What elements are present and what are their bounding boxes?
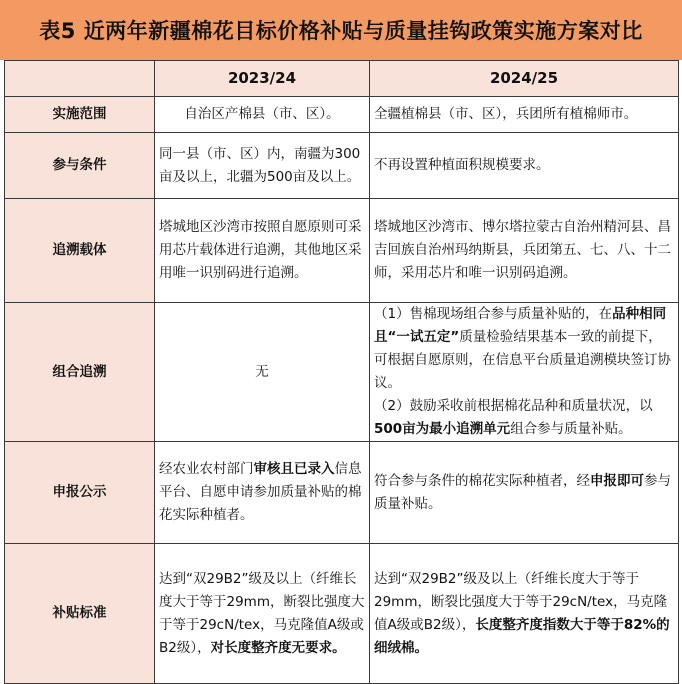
combo-text: （2）鼓励采收前根据棉花品种和质量状况，以 (374, 398, 653, 414)
header-row (5, 61, 679, 97)
announce-emphasis: 审核且已录入 (253, 461, 335, 477)
comparison-table (4, 60, 679, 684)
conditions-2024: 不再设置种植面积规模要求。 (370, 133, 679, 199)
row-label-combo: 组合追溯 (5, 303, 155, 442)
announce-text: 符合参与条件的棉花实际种植者，经 (374, 472, 590, 489)
table-row (5, 544, 679, 684)
announce-text: 参与质量补贴。 (374, 472, 671, 512)
announce-2023 (155, 442, 370, 544)
table-title: 表5 近两年新疆棉花目标价格补贴与质量挂钩政策实施方案对比 (0, 0, 682, 60)
standard-text: 达到“双29B2”级及以上（纤维长度大于等于29mm，断裂比强度大于等于29cN/tex，马克隆值A级或B2级）， (374, 570, 668, 633)
combo-2024 (370, 303, 679, 442)
row-label-scope: 实施范围 (5, 97, 155, 133)
combo-emphasis: 品种相同且“一试五定” (374, 306, 667, 345)
row-label-announce: 申报公示 (5, 442, 155, 544)
header-corner (5, 61, 155, 97)
scope-2023: 自治区产棉县（市、区）。 (155, 97, 370, 133)
table-row (5, 97, 679, 133)
combo-2023: 无 (155, 303, 370, 442)
table-row (5, 133, 679, 199)
table-row (5, 303, 679, 442)
standard-2024 (370, 544, 679, 684)
row-label-conditions: 参与条件 (5, 133, 155, 199)
table-row (5, 442, 679, 544)
announce-text: 信息平台、自愿申请参加质量补贴的棉花实际种植者。 (159, 461, 362, 523)
scope-2024: 全疆植棉县（市、区），兵团所有植棉师市。 (370, 97, 679, 133)
carrier-2024: 塔城地区沙湾市、博尔塔拉蒙古自治州精河县、昌吉回族自治州玛纳斯县，兵团第五、七、八、十二师，采用芯片和唯一识别码追溯。 (370, 199, 679, 303)
announce-emphasis: 申报即可 (590, 472, 644, 489)
carrier-2023: 塔城地区沙湾市按照自愿原则可采用芯片载体进行追溯，其他地区采用唯一识别码进行追溯。 (155, 199, 370, 303)
combo-text: 组合参与质量补贴。 (510, 421, 632, 437)
standard-2023 (155, 544, 370, 684)
combo-2024-para-2 (374, 395, 674, 441)
header-2024: 2024/25 (370, 61, 679, 97)
combo-text: （1）售棉现场组合参与质量补贴的，在 (374, 306, 613, 322)
standard-text: 达到“双29B2”级及以上（纤维长度大于等于29mm，断裂比强度大于等于29cN/tex，马克隆值A级或B2级）， (159, 570, 365, 656)
announce-2024 (370, 442, 679, 544)
conditions-2023: 同一县（市、区）内，南疆为300亩及以上，北疆为500亩及以上。 (155, 133, 370, 199)
row-label-standard: 补贴标准 (5, 544, 155, 684)
table-row (5, 199, 679, 303)
combo-2024-para-1 (374, 303, 674, 395)
combo-emphasis: 500亩为最小追溯单元 (374, 421, 511, 437)
standard-emphasis: 对长度整齐度无要求。 (210, 639, 346, 656)
standard-emphasis: 长度整齐度指数大于等于82%的细绒棉。 (374, 616, 670, 656)
header-2023: 2023/24 (155, 61, 370, 97)
row-label-carrier: 追溯载体 (5, 199, 155, 303)
combo-text: 质量检验结果基本一致的前提下，可根据自愿原则，在信息平台质量追溯模块签订协议。 (374, 329, 671, 391)
announce-text: 经农业农村部门 (159, 461, 254, 477)
